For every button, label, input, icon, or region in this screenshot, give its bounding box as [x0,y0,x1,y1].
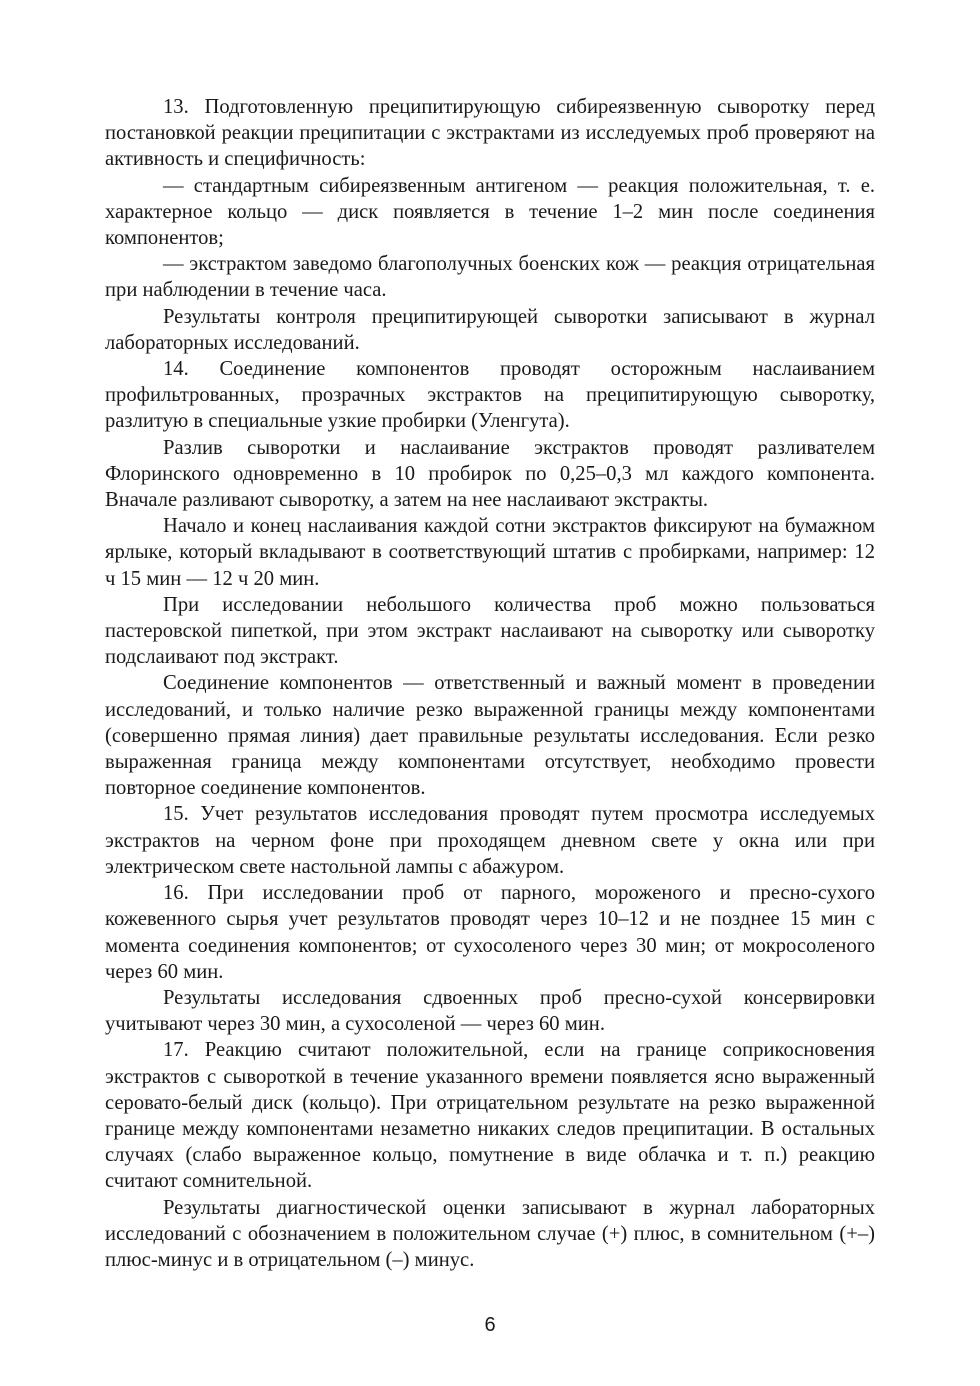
page-body [105,94,875,1273]
paragraph-15: 15. Учет результатов исследования проводят путем просмотра исследуемых экстрактов на черном фоне при проходящем дневном свете у окна или при электрическом свете настольной лампы с абажуром. [105,803,875,878]
paragraph-17: 17. Реакцию считают положительной, если на границе соприкосновения экстрактов с сывороткой в течение указанного времени появляется ясно выраженный серовато-белый диск (кольцо). При отрицательном результате на резко выраженной границе между компонентами незаметно никаких следов преципитации. В остальных случаях (слабо выраженное кольцо, помутнение в виде облачка и т. п.) реакцию считают сомнительной. [105,1039,875,1193]
paragraph-13: 13. Подготовленную преципитирующую сибиреязвенную сыворотку перед постановкой реакции преципитации с экстрактами из исследуемых проб проверяют на активность и специфичность: [105,96,875,171]
paragraph-double-samples: Результаты исследования сдвоенных проб пресно-сухой консервировки учитывают через 30 мин, а сухосоленой — через 60 мин. [105,986,875,1036]
paragraph-standard-antigen: — стандартным сибиреязвенным антигеном — реакция положительная, т. е. характерное кольцо — диск появляется в течение 1–2 мин после соединения компонентов; [105,174,875,250]
page-number: 6 [484,1314,496,1336]
paragraph-dispensing: Разлив сыворотки и наслаивание экстрактов проводят разливателем Флоринского одновременно в 10 пробирок по 0,25–0,3 мл каждого компонента. Вначале разливают сыворотку, а затем на нее наслаивают экстракты. [105,436,875,512]
paragraph-connection: Соединение компонентов — ответственный и важный момент в проведении исследований, и только наличие резко выраженной границы между компонентами (совершенно прямая линия) дает правильные результаты исследования. Если резко выраженная граница между компонентами отсутствует, необходимо провести повторное соединение компонентов. [105,672,875,800]
paragraph-control-results: Результаты контроля преципитирующей сыворотки записывают в журнал лабораторных исследований. [105,305,875,354]
paragraph-diagnostic-results: Результаты диагностической оценки записывают в журнал лабораторных исследований с обозначением в положительном случае (+) плюс, в сомнительном (+–) плюс-минус и в отрицательном (–) минус. [105,1196,875,1271]
paragraph-16: 16. При исследовании проб от парного, мороженого и пресно-сухого кожевенного сырья учет результатов проводят через 10–12 и не позднее 15 мин с момента соединения компонентов; от сухосоленого через 30 мин; от мокросоленого через 60 мин. [105,882,875,983]
paragraph-labeling: Начало и конец наслаивания каждой сотни экстрактов фиксируют на бумажном ярлыке, который вкладывают в соответствующий штатив с пробирками, например: 12 ч 15 мин — 12 ч 20 мин. [105,515,875,590]
paragraph-14: 14. Соединение компонентов проводят осторожным наслаиванием профильтрованных, прозрачных экстрактов на преципитирующую сыворотку, разлитую в специальные узкие пробирки (Уленгута). [105,358,875,433]
paragraph-negative-extract: — экстрактом заведомо благополучных боенских кож — реакция отрицательная при наблюдении в течение часа. [105,253,875,302]
paragraph-pasteur-pipette: При исследовании небольшого количества проб можно пользоваться пастеровской пипеткой, при этом экстракт наслаивают на сыворотку или сыворотку подслаивают под экстракт. [105,593,875,669]
